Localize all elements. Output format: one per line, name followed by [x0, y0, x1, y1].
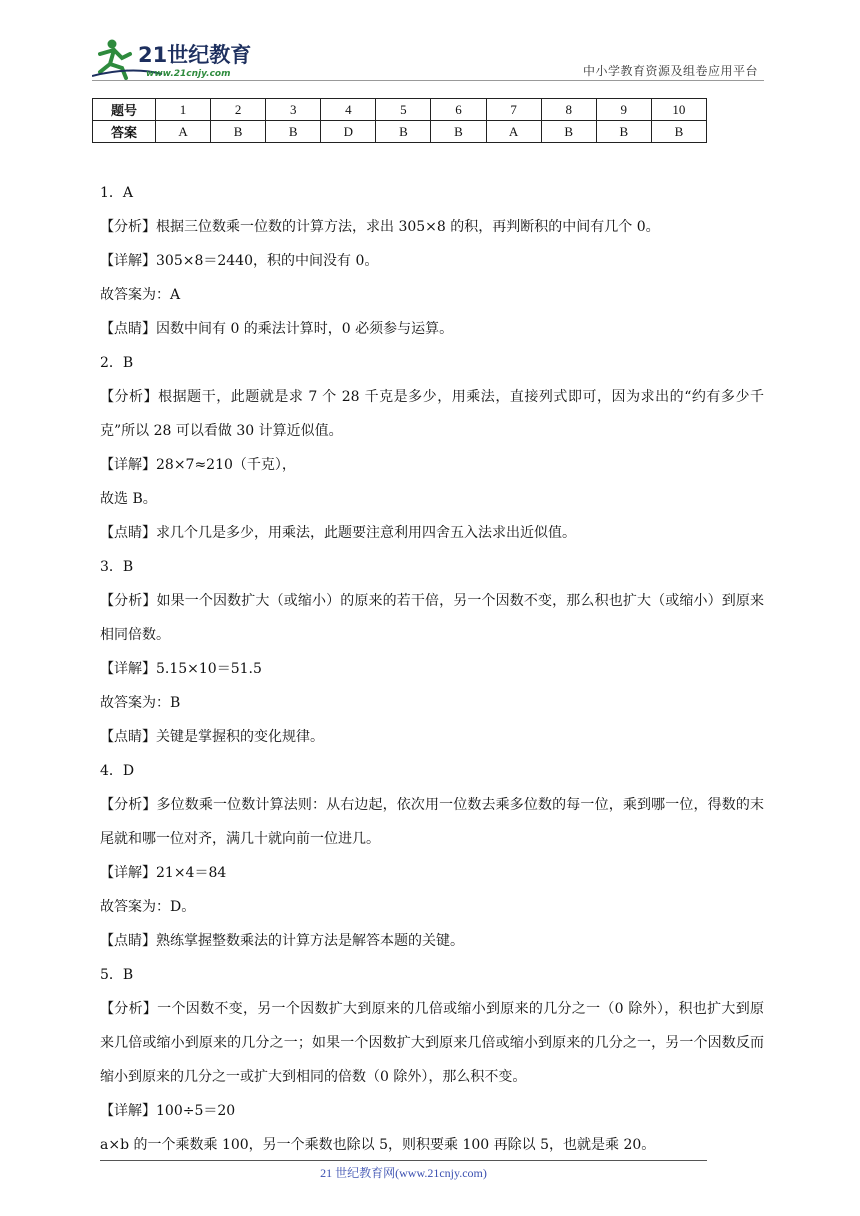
- answer-label: 答案: [93, 121, 156, 143]
- question-number: 10: [651, 99, 706, 121]
- site-logo: [92, 36, 262, 80]
- answer-cell: A: [486, 121, 541, 143]
- question-number: 3: [266, 99, 321, 121]
- item-conclusion: 故答案为：D。: [100, 899, 196, 915]
- header-divider: [92, 80, 764, 81]
- item-analysis: 【分析】多位数乘一位数计算法则：从右边起，依次用一位数去乘多位数的每一位，乘到哪一位，得数的末尾就和哪一位对齐，满几十就向前一位进几。: [100, 797, 764, 847]
- page-header: [92, 26, 764, 82]
- logo-url: www.21cnjy.com: [146, 69, 231, 79]
- item-analysis: 【分析】一个因数不变，另一个因数扩大到原来的几倍或缩小到原来的几分之一（0 除外），积也扩大到原来几倍或缩小到原来的几分之一；如果一个因数扩大到原来几倍或缩小到原来的几分之一，另一个因数反而缩小到原来的几分之一或扩大到相同的倍数（0 除外），那么积不变。: [100, 1001, 764, 1085]
- item-detail: 【详解】21×4＝84: [100, 865, 227, 881]
- question-number: 9: [596, 99, 651, 121]
- answer-table: [92, 98, 707, 143]
- answer-cell: B: [541, 121, 596, 143]
- question-number: 2: [211, 99, 266, 121]
- answer-cell: B: [211, 121, 266, 143]
- item-conclusion: 故答案为：A: [100, 287, 181, 303]
- question-number: 6: [431, 99, 486, 121]
- answer-cell: B: [376, 121, 431, 143]
- question-number: 4: [321, 99, 376, 121]
- item-title: 4．D: [100, 763, 135, 779]
- item-analysis: 【分析】如果一个因数扩大（或缩小）的原来的若干倍，另一个因数不变，那么积也扩大（或缩小）到原来相同倍数。: [100, 593, 764, 643]
- answer-cell: B: [266, 121, 321, 143]
- item-tip: 【点睛】因数中间有 0 的乘法计算时，0 必须参与运算。: [100, 321, 454, 337]
- item-conclusion: 故选 B。: [100, 491, 157, 507]
- item-detail: 【详解】5.15×10＝51.5: [100, 661, 262, 677]
- item-extra: a×b 的一个乘数乘 100，另一个乘数也除以 5，则积要乘 100 再除以 5，也就是乘 20。: [100, 1137, 656, 1153]
- item-title: 5．B: [100, 967, 134, 983]
- answer-cell: B: [596, 121, 651, 143]
- item-tip: 【点睛】关键是掌握积的变化规律。: [100, 729, 324, 745]
- platform-name: 中小学教育资源及组卷应用平台: [582, 64, 758, 78]
- item-tip: 【点睛】求几个几是多少，用乘法，此题要注意利用四舍五入法求出近似值。: [100, 525, 576, 541]
- answer-cell: B: [651, 121, 706, 143]
- answer-cell: A: [156, 121, 211, 143]
- item-title: 2．B: [100, 355, 134, 371]
- item-title: 3．B: [100, 559, 134, 575]
- answer-cell: D: [321, 121, 376, 143]
- question-number-row: [93, 99, 707, 121]
- question-number: 5: [376, 99, 431, 121]
- question-number: 1: [156, 99, 211, 121]
- logo-text: 21世纪教育: [138, 43, 252, 67]
- item-detail: 【详解】305×8＝2440，积的中间没有 0。: [100, 253, 379, 269]
- footer-divider: [100, 1160, 707, 1161]
- answer-cell: B: [431, 121, 486, 143]
- item-detail: 【详解】100÷5＝20: [100, 1103, 236, 1119]
- item-conclusion: 故答案为：B: [100, 695, 181, 711]
- question-number: 8: [541, 99, 596, 121]
- question-label: 题号: [93, 99, 156, 121]
- item-title: 1．A: [100, 185, 134, 201]
- item-analysis: 【分析】根据题干，此题就是求 7 个 28 千克是多少，用乘法，直接列式即可，因为求出的“约有多少千克”所以 28 可以看做 30 计算近似值。: [100, 389, 764, 439]
- item-detail: 【详解】28×7≈210（千克），: [100, 457, 296, 473]
- solutions: [100, 176, 764, 1162]
- page-footer: 21 世纪教育网(www.21cnjy.com): [320, 1166, 487, 1180]
- question-number: 7: [486, 99, 541, 121]
- item-analysis: 【分析】根据三位数乘一位数的计算方法，求出 305×8 的积，再判断积的中间有几个 0。: [100, 219, 660, 235]
- answer-row: [93, 121, 707, 143]
- item-tip: 【点睛】熟练掌握整数乘法的计算方法是解答本题的关键。: [100, 933, 464, 949]
